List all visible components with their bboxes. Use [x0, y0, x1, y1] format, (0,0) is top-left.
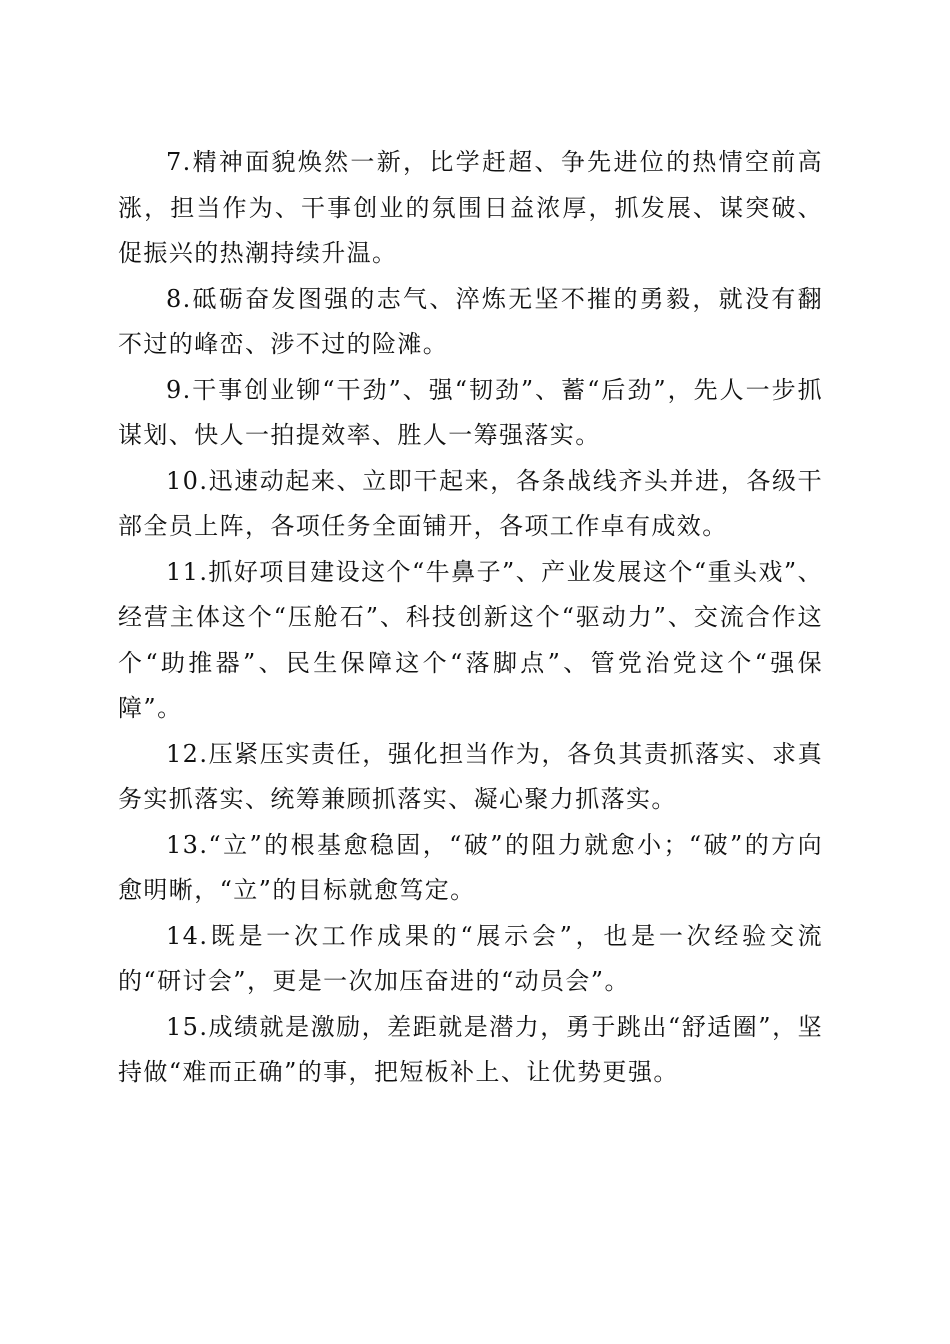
- paragraph-9: 9.干事创业铆“干劲”、强“韧劲”、蓄“后劲”，先人一步抓谋划、快人一拍提效率、胜人一筹强落实。: [118, 375, 823, 449]
- paragraph-15: 15.成绩就是激励，差距就是潜力，勇于跳出“舒适圈”，坚持做“难而正确”的事，把短板补上、让优势更强。: [118, 1012, 823, 1086]
- paragraph-8: 8.砥砺奋发图强的志气、淬炼无坚不摧的勇毅，就没有翻不过的峰峦、涉不过的险滩。: [118, 284, 823, 358]
- paragraph-14: 14.既是一次工作成果的“展示会”，也是一次经验交流的“研讨会”，更是一次加压奋进的“动员会”。: [118, 921, 823, 995]
- paragraph-11: 11.抓好项目建设这个“牛鼻子”、产业发展这个“重头戏”、经营主体这个“压舱石”、科技创新这个“驱动力”、交流合作这个“助推器”、民生保障这个“落脚点”、管党治党这个“强保障”。: [118, 557, 823, 722]
- paragraph-13: 13.“立”的根基愈稳固，“破”的阻力就愈小；“破”的方向愈明晰，“立”的目标就愈笃定。: [118, 830, 823, 904]
- paragraph-12: 12.压紧压实责任，强化担当作为，各负其责抓落实、求真务实抓落实、统筹兼顾抓落实、凝心聚力抓落实。: [118, 739, 823, 813]
- paragraph-10: 10.迅速动起来、立即干起来，各条战线齐头并进，各级干部全员上阵，各项任务全面铺开，各项工作卓有成效。: [118, 466, 823, 540]
- paragraph-7: 7.精神面貌焕然一新，比学赶超、争先进位的热情空前高涨，担当作为、干事创业的氛围日益浓厚，抓发展、谋突破、促振兴的热潮持续升温。: [118, 148, 823, 267]
- document-page: [118, 140, 823, 1096]
